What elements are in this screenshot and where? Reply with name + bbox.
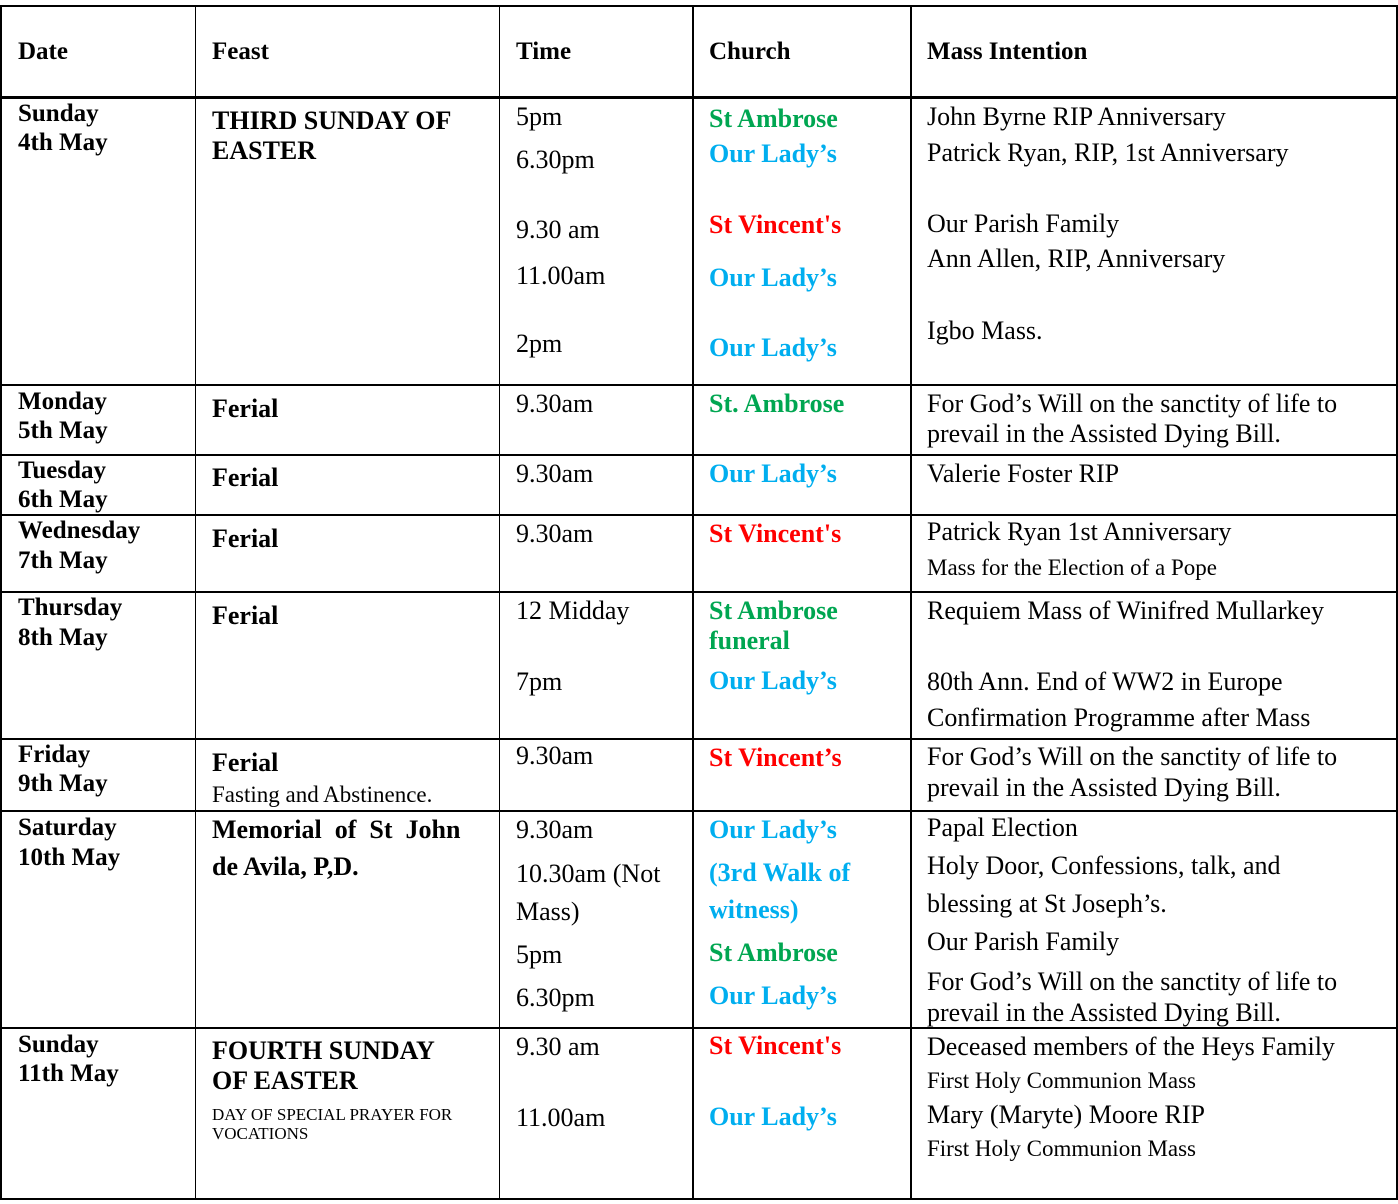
- row-divider: [0, 514, 1398, 516]
- row-time: 9.30am: [516, 815, 594, 844]
- row-feast: de Avila, P,D.: [212, 852, 359, 881]
- mass-intention: Holy Door, Confessions, talk, and: [927, 851, 1281, 880]
- row-time: 11.00am: [516, 261, 606, 290]
- header-date: Date: [18, 38, 68, 65]
- church-our-ladys: Our Lady’s: [709, 1102, 837, 1131]
- row-feast: Ferial: [212, 748, 279, 777]
- row-time: Mass): [516, 897, 580, 926]
- row-time: 11.00am: [516, 1103, 606, 1132]
- row-time: 7pm: [516, 667, 563, 696]
- row-feast: THIRD SUNDAY OF: [212, 106, 452, 135]
- row-day: Friday: [18, 741, 91, 768]
- row-time: 10.30am (Not: [516, 859, 661, 888]
- col-divider-time: [499, 5, 500, 1200]
- header-time: Time: [516, 38, 572, 65]
- church-st-vincents: St Vincent's: [709, 519, 842, 548]
- mass-intention: Mary (Maryte) Moore RIP: [927, 1100, 1205, 1129]
- row-day: Wednesday: [18, 517, 141, 544]
- mass-intention: Our Parish Family: [927, 927, 1120, 956]
- row-day: Sunday: [18, 100, 99, 127]
- church-our-ladys: Our Lady’s: [709, 139, 837, 168]
- border-top: [0, 5, 1398, 7]
- header-mass-intention: Mass Intention: [927, 38, 1088, 65]
- row-day: Saturday: [18, 814, 117, 841]
- church-our-ladys: Our Lady’s: [709, 815, 837, 844]
- church-st-ambrose: St Ambrose: [709, 104, 838, 133]
- row-feast-note: Fasting and Abstinence.: [212, 782, 433, 807]
- church-walk-of-witness: witness): [709, 895, 799, 924]
- mass-intention: 80th Ann. End of WW2 in Europe: [927, 667, 1283, 696]
- mass-intention: prevail in the Assisted Dying Bill.: [927, 773, 1281, 802]
- row-day: Tuesday: [18, 457, 107, 484]
- mass-intention: Ann Allen, RIP, Anniversary: [927, 244, 1226, 273]
- row-time: 12 Midday: [516, 596, 630, 625]
- mass-intention: Requiem Mass of Winifred Mullarkey: [927, 596, 1325, 625]
- mass-intention: Papal Election: [927, 813, 1078, 842]
- row-feast: EASTER: [212, 136, 317, 165]
- row-date: 9th May: [18, 770, 108, 797]
- church-walk-of-witness: (3rd Walk of: [709, 858, 851, 887]
- mass-intention: Valerie Foster RIP: [927, 459, 1120, 488]
- row-time: 5pm: [516, 102, 563, 131]
- row-feast: Ferial: [212, 394, 279, 423]
- row-divider: [0, 454, 1398, 456]
- header-feast: Feast: [212, 38, 269, 65]
- mass-intention: John Byrne RIP Anniversary: [927, 102, 1226, 131]
- mass-intention: Igbo Mass.: [927, 316, 1043, 345]
- row-divider: [0, 810, 1398, 812]
- row-feast-note: VOCATIONS: [212, 1124, 309, 1143]
- row-feast: Ferial: [212, 524, 279, 553]
- row-time: 9.30am: [516, 741, 594, 770]
- church-st-ambrose-funeral: funeral: [709, 626, 790, 655]
- mass-intention: Mass for the Election of a Pope: [927, 555, 1217, 580]
- row-date: 11th May: [18, 1060, 119, 1087]
- mass-intention: For God’s Will on the sanctity of life to: [927, 389, 1338, 418]
- row-feast: Memorial of St John: [212, 815, 461, 844]
- row-date: 5th May: [18, 417, 108, 444]
- row-time: 9.30am: [516, 389, 594, 418]
- row-time: 6.30pm: [516, 983, 595, 1012]
- row-divider: [0, 591, 1398, 593]
- row-day: Thursday: [18, 594, 123, 621]
- row-date: 4th May: [18, 129, 108, 156]
- mass-intention: Patrick Ryan 1st Anniversary: [927, 517, 1232, 546]
- church-st-ambrose: St Ambrose: [709, 596, 838, 625]
- church-our-ladys: Our Lady’s: [709, 459, 837, 488]
- church-our-ladys: Our Lady’s: [709, 333, 837, 362]
- mass-intention: For God’s Will on the sanctity of life to: [927, 967, 1338, 996]
- row-day: Monday: [18, 388, 107, 415]
- church-st-vincents: St Vincent's: [709, 210, 842, 239]
- row-date: 7th May: [18, 547, 108, 574]
- row-time: 6.30pm: [516, 145, 595, 174]
- row-time: 9.30 am: [516, 215, 600, 244]
- row-feast-note: DAY OF SPECIAL PRAYER FOR: [212, 1105, 453, 1124]
- row-divider: [0, 384, 1398, 386]
- row-time: 9.30am: [516, 519, 594, 548]
- row-time: 2pm: [516, 329, 563, 358]
- mass-intention: prevail in the Assisted Dying Bill.: [927, 419, 1281, 448]
- mass-intention: First Holy Communion Mass: [927, 1068, 1197, 1093]
- header-church: Church: [709, 38, 791, 65]
- church-st-vincents: St Vincent’s: [709, 743, 842, 772]
- mass-intention: For God’s Will on the sanctity of life to: [927, 742, 1338, 771]
- row-feast: Ferial: [212, 463, 279, 492]
- church-our-ladys: Our Lady’s: [709, 981, 837, 1010]
- mass-intention: Deceased members of the Heys Family: [927, 1032, 1335, 1061]
- border-left: [0, 5, 2, 1200]
- header-divider: [0, 96, 1398, 99]
- row-time: 9.30am: [516, 459, 594, 488]
- row-time: 5pm: [516, 940, 563, 969]
- mass-intention: Our Parish Family: [927, 209, 1120, 238]
- row-date: 8th May: [18, 624, 108, 651]
- col-divider-feast: [195, 5, 196, 1200]
- row-time: 9.30 am: [516, 1032, 600, 1061]
- mass-intention: Patrick Ryan, RIP, 1st Anniversary: [927, 138, 1289, 167]
- col-divider-intention: [910, 5, 912, 1200]
- row-divider: [0, 738, 1398, 740]
- col-divider-church: [692, 5, 694, 1200]
- mass-intention: First Holy Communion Mass: [927, 1136, 1197, 1161]
- row-date: 6th May: [18, 486, 108, 513]
- row-day: Sunday: [18, 1031, 99, 1058]
- row-feast: FOURTH SUNDAY: [212, 1036, 435, 1065]
- row-feast: Ferial: [212, 601, 279, 630]
- border-bottom: [0, 1198, 1398, 1200]
- church-st-ambrose: St. Ambrose: [709, 389, 845, 418]
- row-divider: [0, 1027, 1398, 1029]
- church-our-ladys: Our Lady’s: [709, 666, 837, 695]
- church-st-ambrose: St Ambrose: [709, 938, 838, 967]
- row-feast: OF EASTER: [212, 1066, 358, 1095]
- row-date: 10th May: [18, 844, 121, 871]
- mass-intention: blessing at St Joseph’s.: [927, 889, 1167, 918]
- mass-intention: prevail in the Assisted Dying Bill.: [927, 998, 1281, 1027]
- church-our-ladys: Our Lady’s: [709, 263, 837, 292]
- church-st-vincents: St Vincent's: [709, 1031, 842, 1060]
- mass-intention: Confirmation Programme after Mass: [927, 703, 1311, 732]
